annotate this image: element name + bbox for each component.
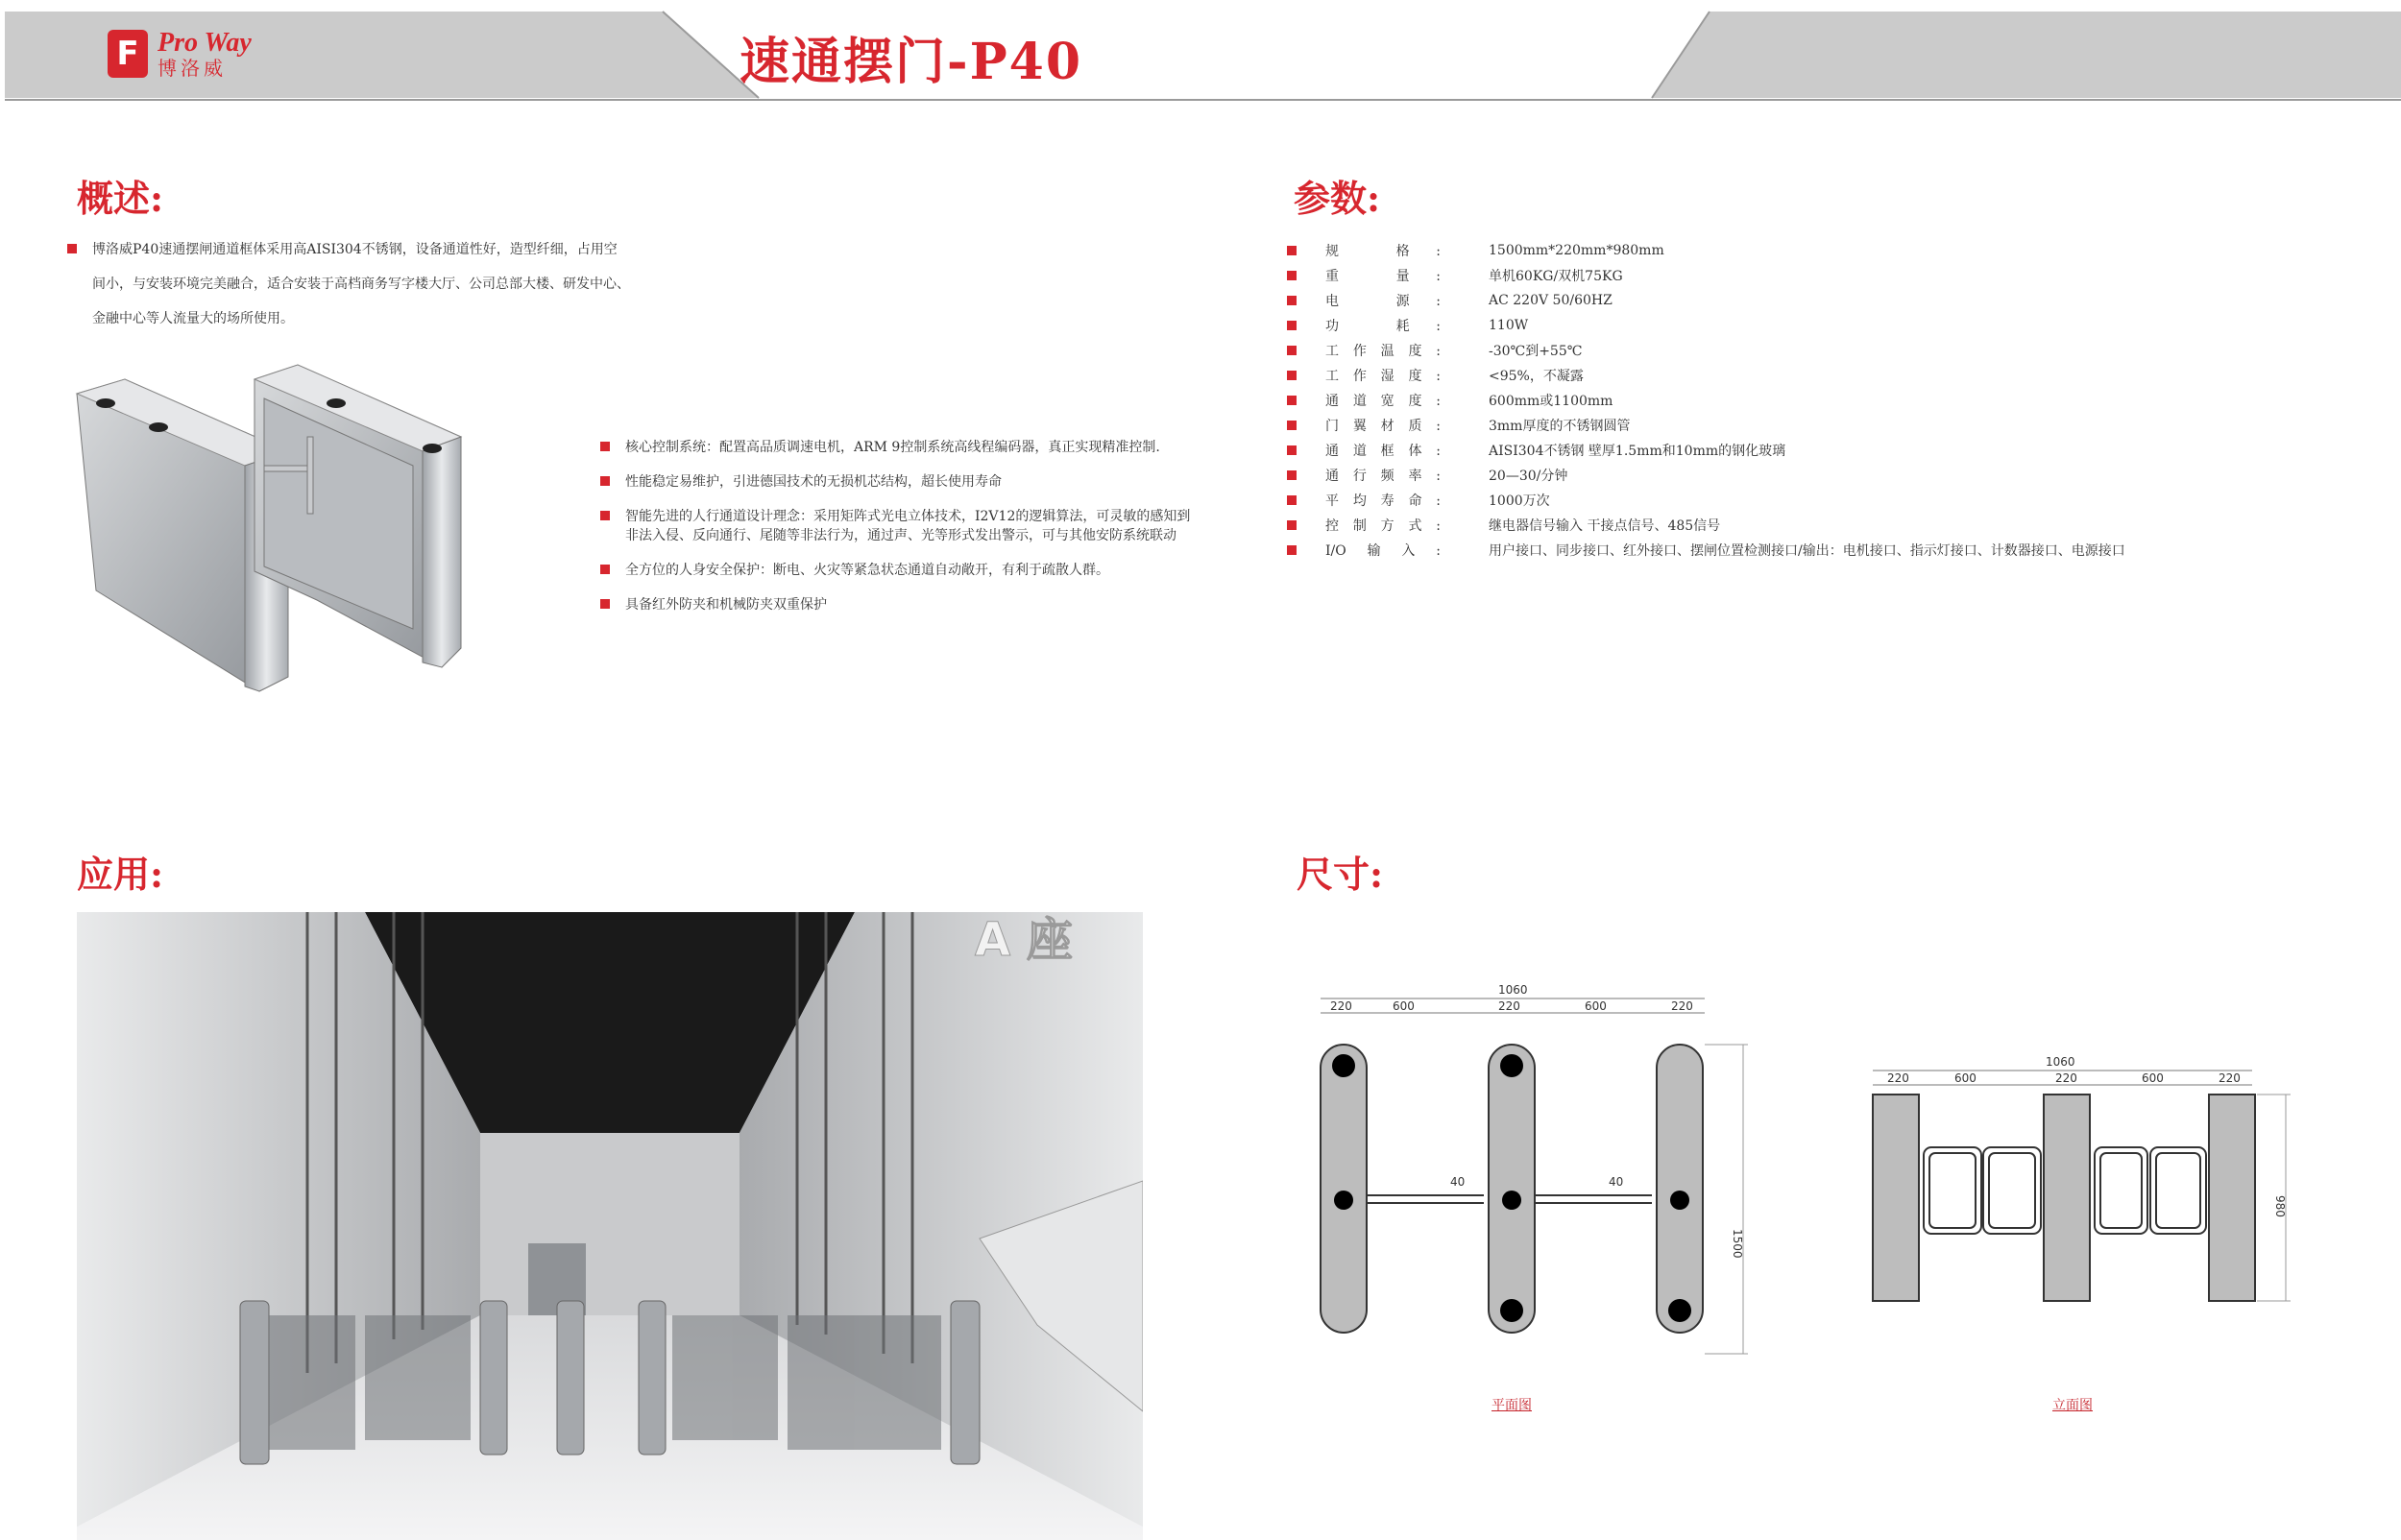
param-row	[1287, 438, 2125, 463]
params-heading: 参数:	[1294, 177, 1381, 220]
param-row	[1287, 238, 2125, 263]
param-value: 继电器信号输入 干接点信号、485信号	[1489, 518, 1721, 534]
param-value: 单机60KG/双机75KG	[1489, 269, 1623, 284]
param-value: AC 220V 50/60HZ	[1489, 293, 1613, 308]
page-header	[0, 0, 2401, 106]
plan-total-width: 1060	[1498, 983, 1528, 997]
logo-chinese: 博洛威	[158, 57, 227, 80]
param-label: 门翼材质:	[1325, 419, 1441, 434]
header-banner	[0, 0, 2401, 106]
param-row	[1287, 513, 2125, 538]
param-label: 工作湿度:	[1325, 369, 1441, 384]
elev-seg-4: 600	[2142, 1071, 2164, 1085]
application-photo	[77, 912, 1143, 1540]
param-label: 控制方式:	[1325, 518, 1441, 534]
plan-caption: 平面图	[1492, 1398, 1532, 1413]
logo-english: Pro Way	[158, 28, 252, 58]
plan-seg-3: 220	[1498, 999, 1520, 1013]
elevation-drawing	[1868, 1051, 2300, 1320]
param-label: 平均寿命:	[1325, 493, 1441, 509]
elev-seg-3: 220	[2055, 1071, 2077, 1085]
plan-seg-2: 600	[1393, 999, 1415, 1013]
brand-logo	[108, 29, 252, 79]
param-label: 规 格:	[1325, 244, 1441, 259]
product-illustration	[67, 360, 471, 744]
param-label: 通道框体:	[1325, 444, 1441, 459]
feature-item: 性能稳定易维护，引进德国技术的无损机芯结构，超长使用寿命	[600, 472, 1196, 492]
building-sign: A 座	[975, 913, 1073, 967]
param-row	[1287, 488, 2125, 513]
dimensions-heading: 尺寸:	[1297, 853, 1384, 896]
elev-seg-1: 220	[1887, 1071, 1909, 1085]
param-value: AISI304不锈钢 壁厚1.5mm和10mm的钢化玻璃	[1489, 444, 1786, 459]
param-label: 电 源:	[1325, 294, 1441, 309]
param-value: 3mm厚度的不锈钢圆管	[1489, 419, 1631, 434]
param-row	[1287, 338, 2125, 363]
param-label: I/O输入:	[1325, 543, 1441, 559]
elevation-caption: 立面图	[2052, 1398, 2093, 1413]
param-value: 110W	[1489, 318, 1529, 333]
param-label: 重 量:	[1325, 269, 1441, 284]
feature-item: 核心控制系统：配置高品质调速电机，ARM 9控制系统高线程编码器，真正实现精准控制.	[600, 438, 1196, 457]
param-label: 工作温度:	[1325, 344, 1441, 359]
params-table	[1287, 238, 2125, 563]
plan-gap-right: 40	[1609, 1175, 1624, 1189]
plan-seg-5: 220	[1671, 999, 1693, 1013]
feature-list	[600, 438, 1196, 614]
plan-seg-4: 600	[1585, 999, 1607, 1013]
param-value: 1500mm*220mm*980mm	[1489, 243, 1664, 258]
param-value: 600mm或1100mm	[1489, 394, 1613, 409]
param-value: -30℃到+55℃	[1489, 344, 1583, 359]
feature-item: 智能先进的人行通道设计理念：采用矩阵式光电立体技术，I2V12的逻辑算法，可灵敏的感知到非法入侵、反向通行、尾随等非法行为，通过声、光等形式发出警示，可与其他安防系统联动	[600, 507, 1196, 545]
param-row	[1287, 288, 2125, 313]
param-row	[1287, 313, 2125, 338]
param-row	[1287, 388, 2125, 413]
elev-height: 980	[2273, 1195, 2287, 1217]
elev-seg-5: 220	[2219, 1071, 2241, 1085]
application-heading: 应用:	[77, 853, 164, 896]
param-value: 用户接口、同步接口、红外接口、摆闸位置检测接口/输出：电机接口、指示灯接口、计数器接口、电源接口	[1489, 543, 2125, 559]
param-row	[1287, 363, 2125, 388]
param-row	[1287, 413, 2125, 438]
feature-item: 全方位的人身安全保护：断电、火灾等紧急状态通道自动敞开，有利于疏散人群。	[600, 561, 1196, 580]
feature-item: 具备红外防夹和机械防夹双重保护	[600, 595, 1196, 614]
param-value: 1000万次	[1489, 493, 1550, 509]
param-label: 功 耗:	[1325, 319, 1441, 334]
elev-total-width: 1060	[2046, 1055, 2075, 1069]
plan-seg-1: 220	[1330, 999, 1352, 1013]
param-value: 20—30/分钟	[1489, 469, 1568, 484]
param-value: <95%，不凝露	[1489, 369, 1584, 384]
plan-height: 1500	[1731, 1229, 1744, 1259]
param-row	[1287, 463, 2125, 488]
page-title: 速通摆门-P40	[740, 33, 1083, 91]
plan-drawing	[1311, 979, 1762, 1373]
param-label: 通行频率:	[1325, 469, 1441, 484]
param-row	[1287, 538, 2125, 563]
elev-seg-2: 600	[1954, 1071, 1977, 1085]
param-row	[1287, 263, 2125, 288]
plan-gap-left: 40	[1450, 1175, 1466, 1189]
param-label: 通道宽度:	[1325, 394, 1441, 409]
overview-heading: 概述:	[77, 177, 164, 220]
overview-text: 博洛威P40速通摆闸通道框体采用高AISI304不锈钢，设备通道性好，造型纤细，占用空间小，与安装环境完美融合，适合安装于高档商务写字楼大厅、公司总部大楼、研发中心、金融中心等人流量大的场所使用。	[67, 232, 630, 336]
logo-icon: F	[108, 30, 148, 78]
